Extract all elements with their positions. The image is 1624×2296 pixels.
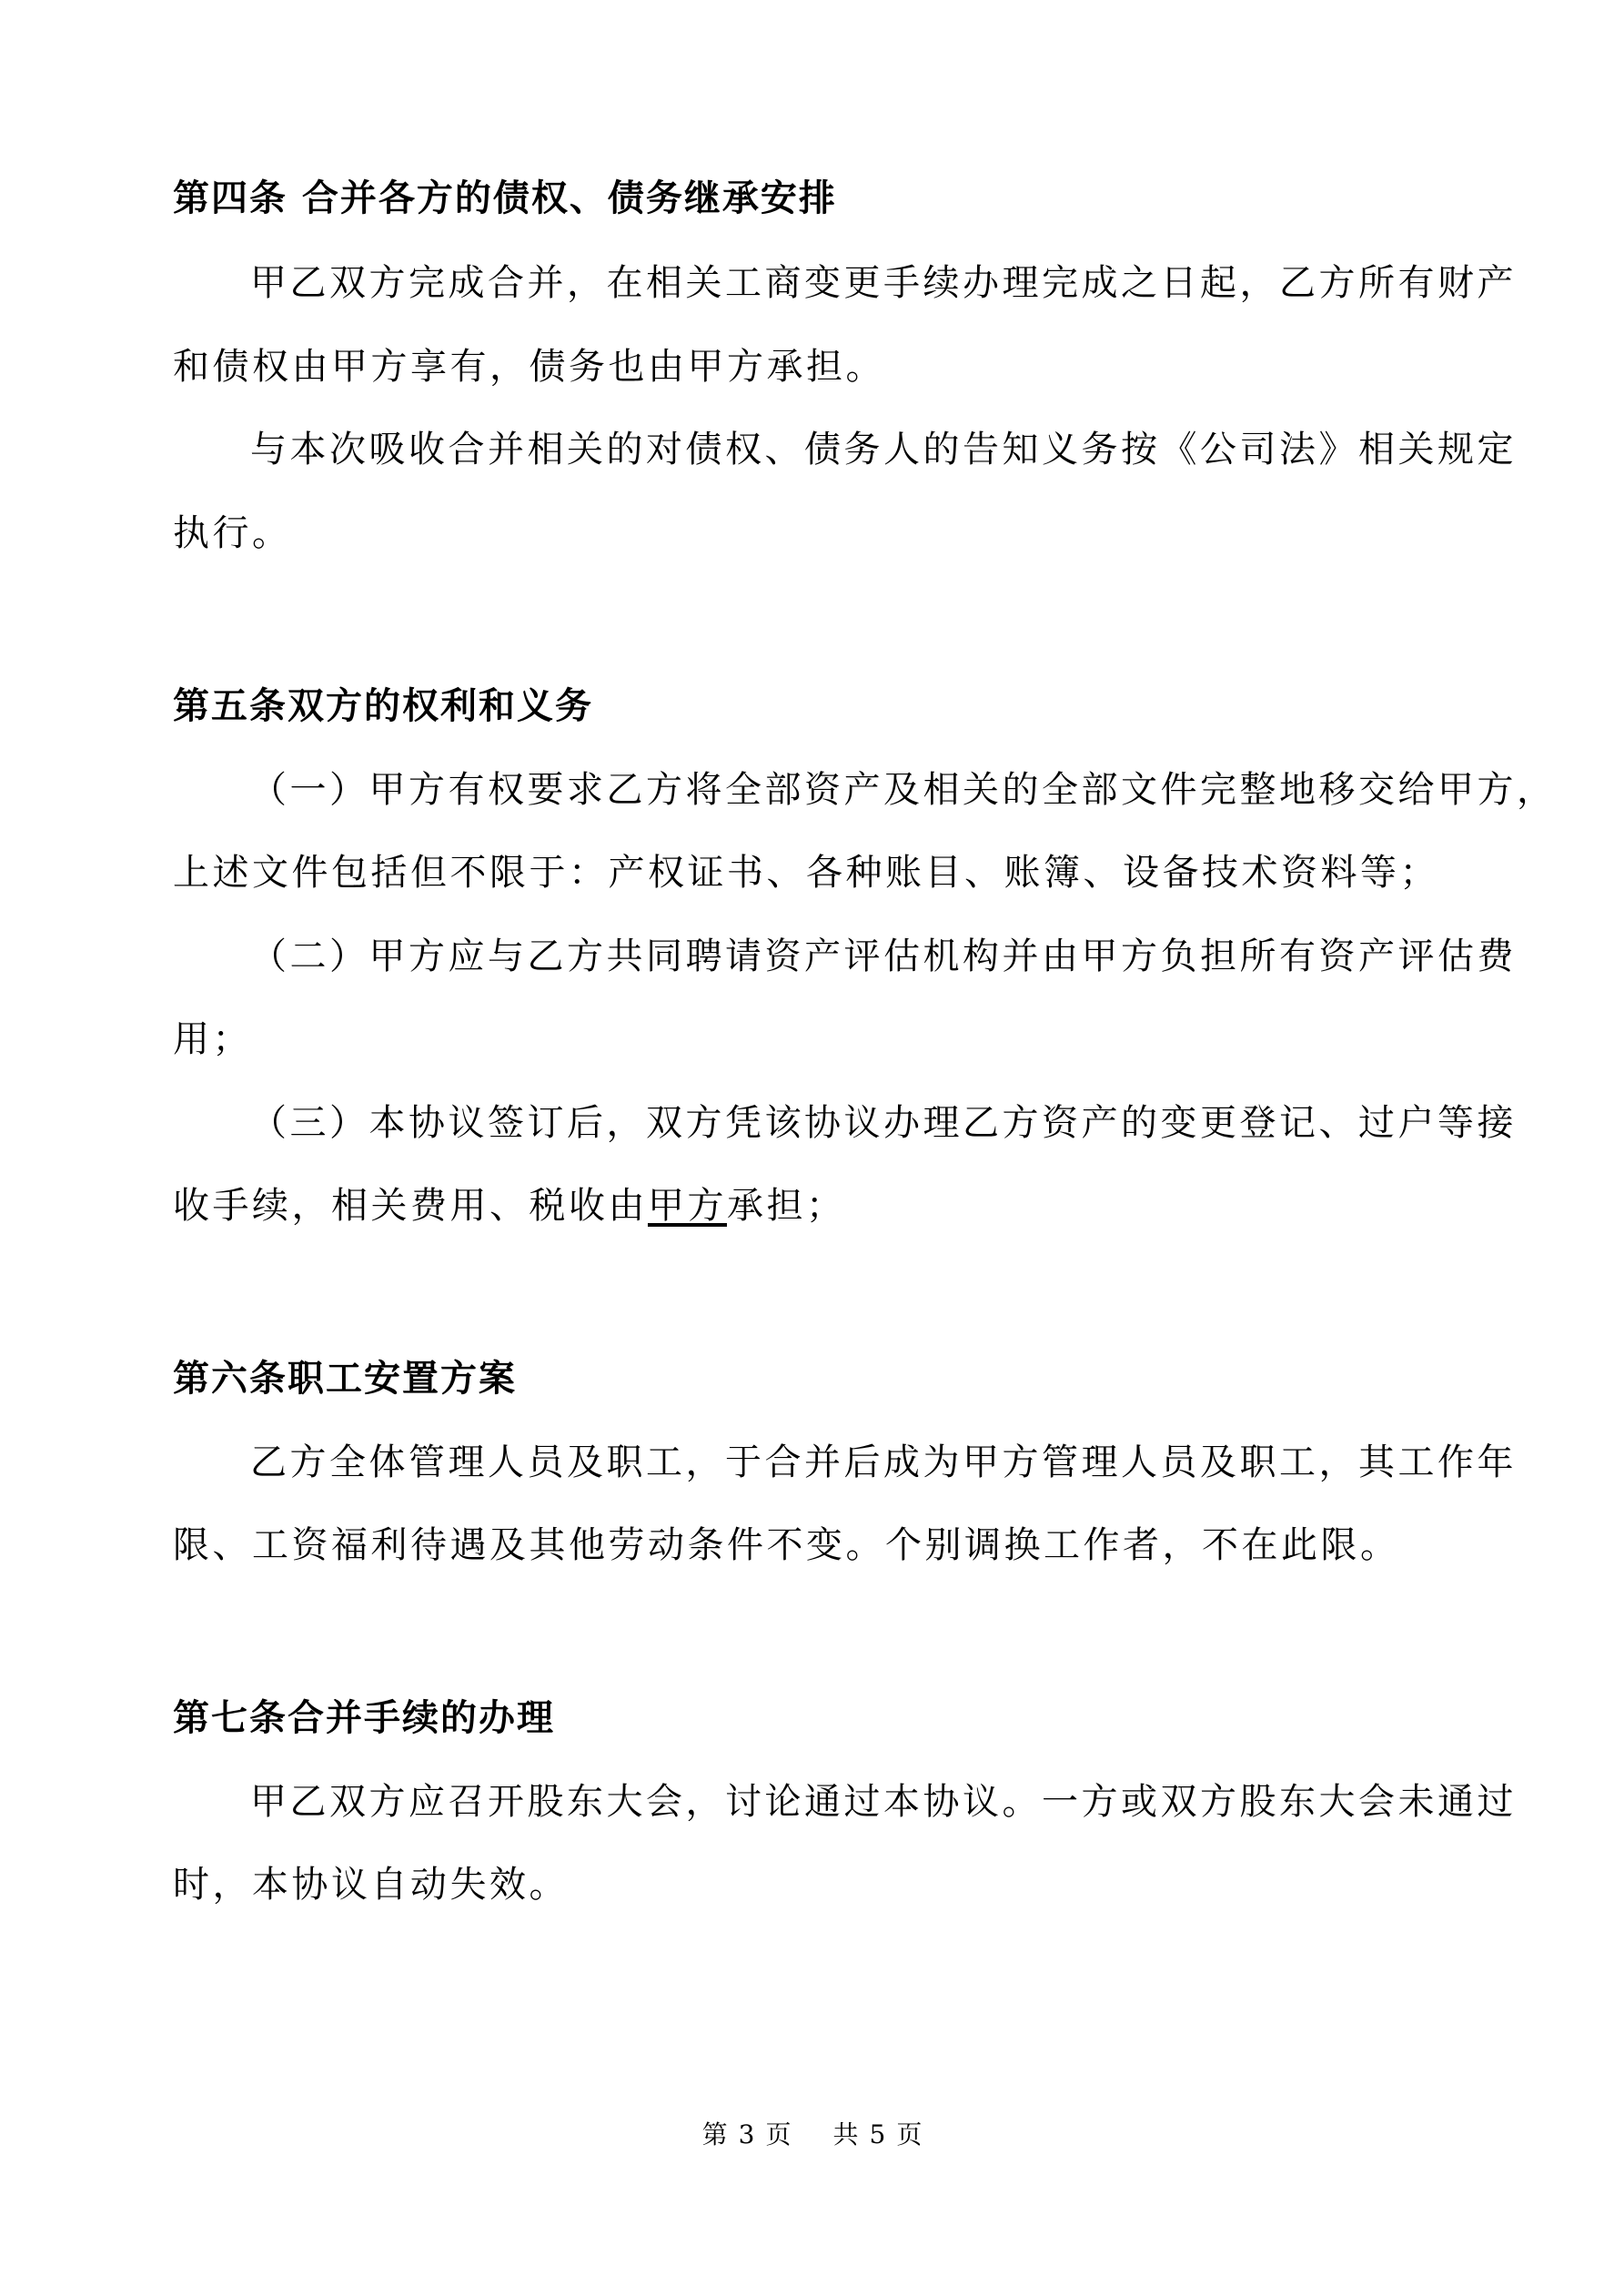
article-7-paragraph-line-1: 甲乙双方应召开股东大会，讨论通过本协议。一方或双方股东大会未通过 [250,1781,1517,1823]
article-6-heading: 第六条职工安置方案 [173,1357,517,1400]
total-prefix: 共 [832,2119,859,2149]
article-5-item-2-line-1: （二）甲方应与乙方共同聘请资产评估机构并由甲方负担所有资产评估费 [250,936,1517,977]
article-5-item-3-line-1: （三）本协议签订后，双方凭该协议办理乙方资产的变更登记、过户等接 [250,1102,1517,1144]
article-7-paragraph-line-2: 时，本协议自动失效。 [173,1864,569,1906]
article-5-heading: 第五条双方的权利和义务 [173,684,593,727]
article-6-paragraph-line-1: 乙方全体管理人员及职工，于合并后成为甲方管理人员及职工，其工作年 [250,1441,1517,1483]
article-4-paragraph-2-line-2: 执行。 [173,512,292,554]
item-3-underlined-party: 甲方 [648,1185,727,1227]
item-3-text-after: 承担； [727,1185,846,1227]
article-4-paragraph-2-line-1: 与本次吸收合并相关的对债权、债务人的告知义务按《公司法》相关规定 [250,429,1517,470]
total-page-count: 5 [869,2119,886,2149]
article-4-paragraph-1-line-1: 甲乙双方完成合并，在相关工商变更手续办理完成之日起，乙方所有财产 [250,262,1517,304]
article-5-item-2-line-2: 用； [173,1018,252,1060]
page-suffix: 页 [765,2119,792,2149]
article-6-paragraph-line-2: 限、工资福利待遇及其他劳动条件不变。个别调换工作者，不在此限。 [173,1524,1400,1566]
article-5-item-1-line-2: 上述文件包括但不限于：产权证书、各种账目、账簿、设备技术资料等； [173,852,1439,894]
page-number-footer [0,2117,1624,2153]
total-suffix: 页 [896,2119,923,2149]
article-4-paragraph-1-line-2: 和债权由甲方享有，债务也由甲方承担。 [173,346,885,388]
current-page-number: 3 [738,2119,755,2149]
item-3-text-before: 收手续，相关费用、税收由 [173,1185,648,1227]
article-5-item-1-line-1: （一）甲方有权要求乙方将全部资产及相关的全部文件完整地移交给甲方， [250,769,1557,811]
article-5-item-3-line-2 [0,1180,1624,1231]
article-4-heading: 第四条 合并各方的债权、债务继承安排 [173,177,837,219]
article-7-heading: 第七条合并手续的办理 [173,1696,555,1739]
page-prefix: 第 [701,2119,728,2149]
